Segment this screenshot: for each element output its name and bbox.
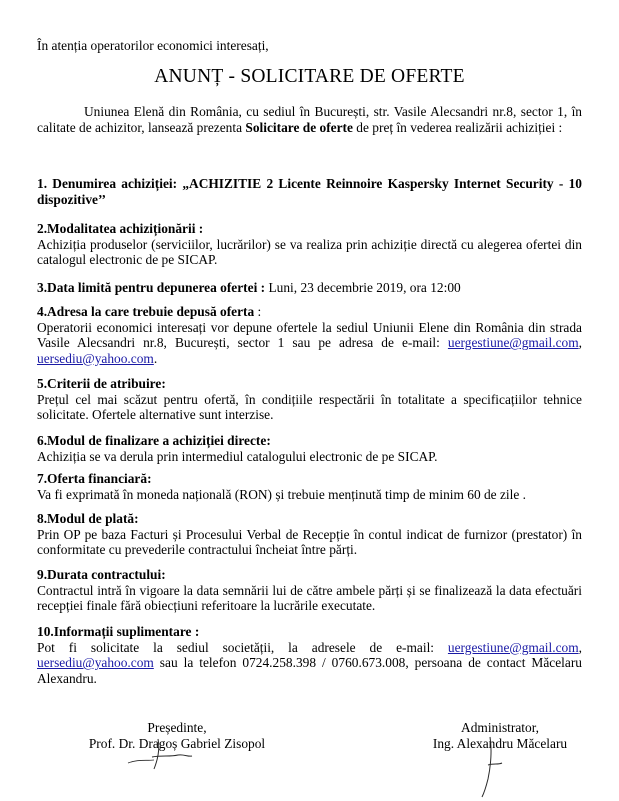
section-7 [37,471,582,502]
section-10 [37,624,582,686]
intro-text-2: de preț în vederea realizării achiziției : [352,119,563,135]
section-10-text-1: Pot fi solicitate la sediul societății, la adresele de e-mail: [37,639,448,655]
section-1 [37,176,582,207]
section-5-heading: 5.Criterii de atribuire: [37,376,166,391]
section-3-text: Luni, 23 decembrie 2019, ora 12:00 [265,280,461,295]
signature-role-administrator: Administrator, [461,720,539,735]
section-8-text: Prin OP pe baza Facturi și Procesului Verbal de Recepție în contul indicat de furnizor (prestator) în conformitate cu prevederile contractului încheiat între părți. [37,526,582,558]
section-6-text: Achiziția se va derula prin intermediul catalogului electronic de pe SICAP. [37,448,438,464]
section-4-heading-suffix: : [254,304,262,319]
section-6-heading: 6.Modul de finalizare a achiziției directe: [37,433,271,448]
signature-role-president: Președinte, [147,720,207,735]
section-4-end: . [153,350,158,366]
section-2-heading: 2.Modalitatea achiziționării : [37,221,204,236]
section-3 [37,280,582,296]
section-1-heading: 1. Denumirea achiziției: „ACHIZITIE 2 Licente Reinnoire Kaspersky Internet Security - 10 dispozitive’’ [37,176,582,207]
section-4 [37,304,582,366]
email-link-uergestiune-2[interactable]: uergestiune@gmail.com [447,639,579,655]
intro-bold: Solicitare de oferte [245,119,353,135]
greeting: În atenția operatorilor economici interesați, [37,38,269,53]
section-10-heading: 10.Informații suplimentare : [37,624,200,639]
intro-text-1: Uniunea Elenă din România, cu sediul în București, str. Vasile Alecsandri nr.8, sector 1, în calitate de achizitor, lansează prezenta [37,104,582,135]
section-3-heading: 3.Data limită pentru depunerea ofertei : [37,280,266,295]
section-7-text: Va fi exprimată în moneda națională (RON) și trebuie menținută timp de minim 60 de zile . [37,486,526,502]
section-8-heading: 8.Modul de plată: [37,511,139,526]
page-title: ANUNȚ - SOLICITARE DE OFERTE [154,66,465,87]
handwritten-signature-administrator [470,735,510,799]
email-link-uergestiune[interactable]: uergestiune@gmail.com [447,335,579,351]
email-separator: , [578,335,582,351]
email-link-uersediu[interactable]: uersediu@yahoo.com [37,350,154,366]
section-5 [37,376,582,423]
email-separator-2: , [578,639,582,655]
intro-paragraph [37,104,582,135]
section-5-text: Prețul cel mai scăzut pentru ofertă, în condițiile respectării în totalitate a specificațiilor tehnice solicitate. Ofertele alternative sunt interzise. [37,391,582,423]
section-2-text: Achiziția produselor (serviciilor, lucrărilor) se va realiza prin achiziție directă cu alegerea ofertei din catalogul electronic de pe SICAP. [37,236,582,268]
section-9-text: Contractul intră în vigoare la data semnării lui de către ambele părți și se finalizează la data efectuări recepției finale fără obiecțiuni referitoare la lucrările executate. [37,582,582,614]
section-9-heading: 9.Durata contractului: [37,567,166,582]
handwritten-signature-president [118,735,208,775]
section-8 [37,511,582,558]
section-4-text: Operatorii economici interesați vor depune ofertele la sediul Uniunii Elene din România din strada Vasile Alecsandri nr.8, București, sector 1 sau pe adresa de e-mail: [37,319,582,351]
section-9 [37,567,582,614]
signature-name-president: Prof. Dr. Dragoș Gabriel Zisopol [88,735,266,751]
signature-name-administrator: Ing. Alexandru Măcelaru [432,735,568,751]
section-7-heading: 7.Oferta financiară: [37,471,152,486]
section-4-heading: 4.Adresa la care trebuie depusă oferta [37,304,255,319]
section-6 [37,433,582,464]
section-2 [37,221,582,268]
email-link-uersediu-2[interactable]: uersediu@yahoo.com [37,655,154,671]
section-10-text-2: sau la telefon 0724.258.398 / 0760.673.008, persoana de contact Măcelaru Alexandru. [37,655,582,686]
